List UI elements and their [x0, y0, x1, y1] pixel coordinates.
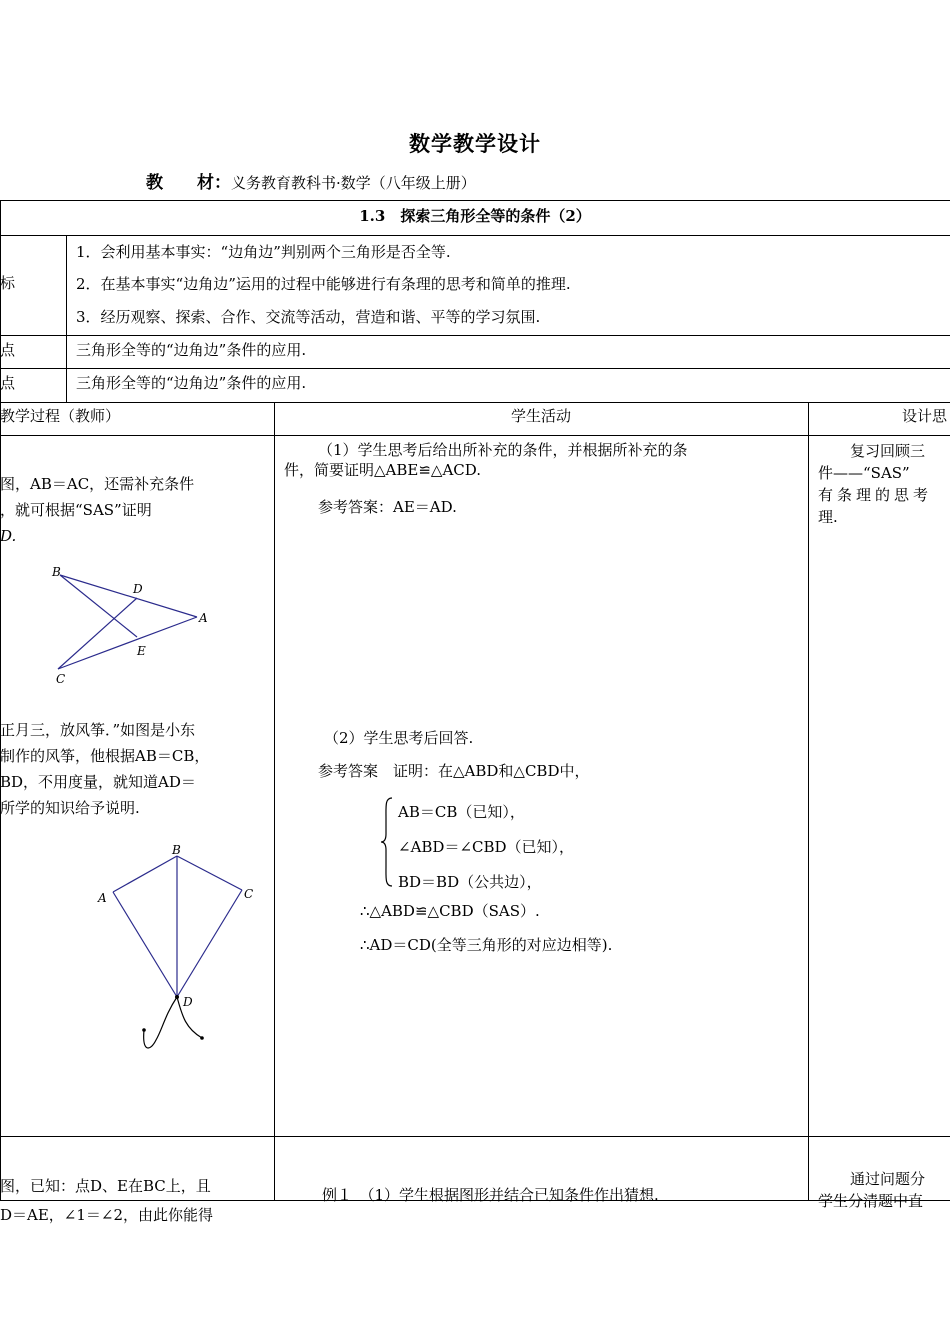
proof-conclusion-1: ∴△ABD≌△CBD（SAS）.: [360, 902, 540, 920]
textbook-label: 教: [146, 173, 163, 193]
student-q2-text: （2）学生思考后回答.: [324, 729, 474, 747]
proof-conclusion-2: ∴AD＝CD(全等三角形的对应边相等).: [360, 936, 613, 954]
student-q1-text: [284, 440, 804, 480]
textbook-label-2: 材：: [197, 173, 231, 193]
lesson-title: 1.3 探索三角形全等的条件（2）: [359, 207, 591, 225]
figure1-label-e: E: [137, 644, 146, 658]
objectives-label: 标: [0, 274, 16, 292]
column-header-teacher: 教学过程（教师）: [0, 407, 121, 425]
figure2-label-b: B: [172, 843, 181, 857]
objective-item-1: 1．会利用基本事实：“边角边”判别两个三角形是否全等.: [76, 243, 451, 261]
figure1-label-d: D: [133, 582, 143, 596]
design-note-2: [818, 1168, 950, 1212]
student-q1-line: （1）学生思考后给出所补充的条件，并根据所补充的条: [318, 441, 688, 459]
figure1-label-c: C: [56, 672, 66, 686]
proof-statements: [398, 795, 574, 900]
student-q1-line: 件，简要证明△ABE≌△ACD.: [284, 461, 482, 479]
teacher-question-1: [0, 471, 266, 549]
key-point-label: 点: [0, 341, 16, 359]
teacher-example-line: D＝AE，∠1＝∠2，由此你能得: [0, 1206, 214, 1224]
figure-triangles-abe-acd: [40, 560, 220, 690]
objective-item-3: 3．经历观察、探索、合作、交流等活动，营造和谐、平等的学习氛围.: [76, 308, 541, 326]
teacher-q1-line: ，就可根据“SAS”证明: [0, 501, 152, 519]
proof-line: BD＝BD（公共边），: [398, 873, 542, 891]
figure1-label-b: B: [52, 565, 61, 579]
design-line: 件——“SAS”: [818, 464, 910, 482]
design-line: 理.: [818, 508, 838, 526]
teacher-q2-line: BD，不用度量，就知道AD＝: [0, 773, 196, 791]
figure2-label-d: D: [183, 995, 193, 1009]
design-line: 学生分清题中直: [818, 1192, 924, 1210]
design-line: 有条理的思考: [818, 486, 933, 504]
figure1-label-a: A: [199, 611, 208, 625]
student-q1-answer: 参考答案：AE＝AD.: [318, 498, 457, 516]
textbook-line: [146, 168, 476, 193]
teacher-q2-line: 正月三，放风筝．”如图是小东: [0, 721, 196, 739]
teacher-q1-line: 图，AB＝AC，还需补充条件: [0, 475, 195, 493]
column-header-design: 设计思: [902, 407, 948, 425]
teacher-q1-line: D.: [0, 527, 17, 545]
key-point-text: 三角形全等的“边角边”条件的应用.: [76, 341, 307, 359]
teacher-question-2: [0, 717, 266, 821]
teacher-example-1: [0, 1172, 266, 1230]
page-title: 数学教学设计: [409, 131, 541, 156]
teacher-q2-line: 制作的风筝，他根据AB＝CB，: [0, 747, 210, 765]
design-line: 复习回顾三: [850, 442, 926, 460]
textbook-value: 义务教育教科书·数学（八年级上册）: [231, 174, 476, 192]
proof-line: AB＝CB（已知），: [398, 803, 525, 821]
teacher-example-line: 图，已知：点D、E在BC上，且: [0, 1177, 211, 1195]
column-header-student: 学生活动: [510, 407, 571, 425]
difficult-point-text: 三角形全等的“边角边”条件的应用.: [76, 374, 307, 392]
difficult-point-label: 点: [0, 374, 16, 392]
student-q2-answer: 参考答案 证明：在△ABD和△CBD中，: [318, 762, 590, 780]
proof-line: ∠ABD＝∠CBD（已知），: [398, 838, 575, 856]
figure2-label-a: A: [98, 891, 107, 905]
design-line: 通过问题分: [850, 1170, 926, 1188]
figure2-label-c: C: [244, 887, 254, 901]
figure-kite: [90, 840, 270, 1060]
student-example-1: 例１ （1）学生根据图形并结合已知条件作出猜想.: [322, 1186, 659, 1204]
proof-brace: [380, 796, 396, 888]
design-note-1: [818, 440, 950, 528]
teacher-q2-line: 所学的知识给予说明.: [0, 799, 140, 817]
objective-item-2: 2．在基本事实“边角边”运用的过程中能够进行有条理的思考和简单的推理.: [76, 275, 571, 293]
